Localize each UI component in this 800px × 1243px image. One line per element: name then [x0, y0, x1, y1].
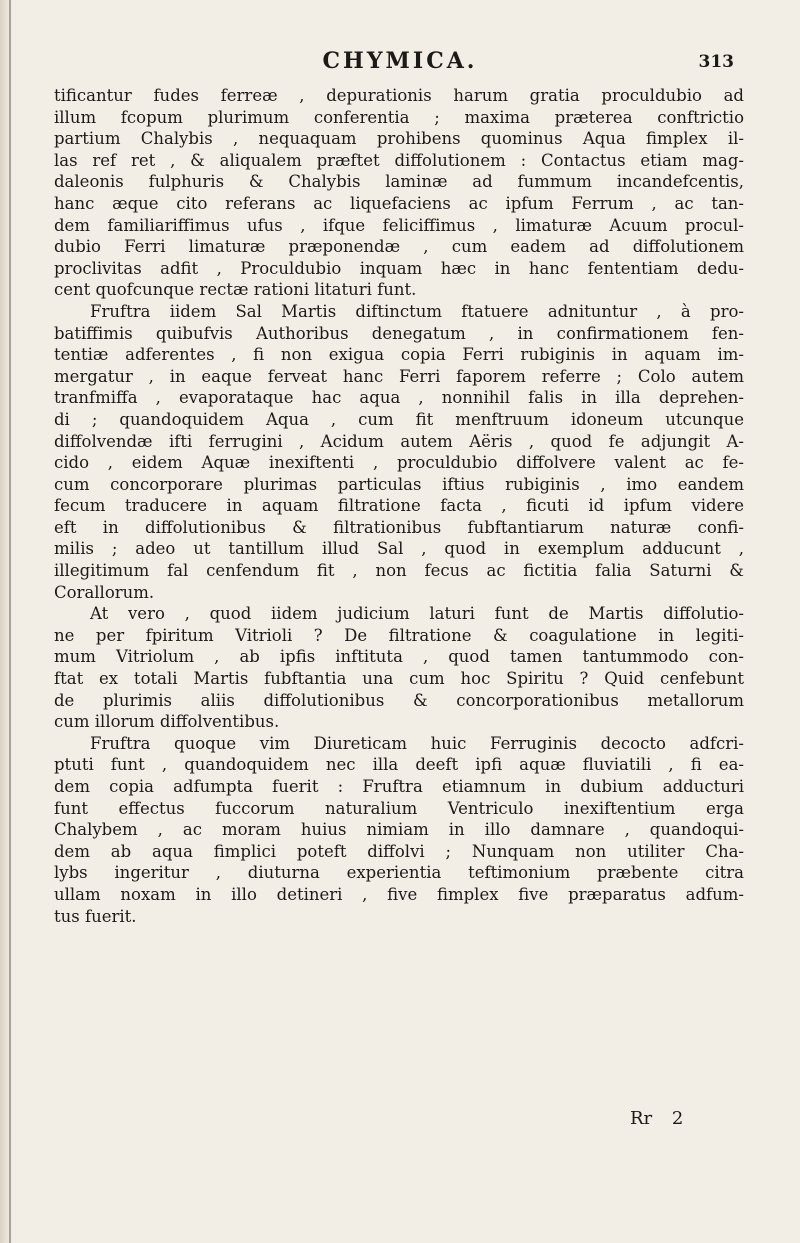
- text-line: de plurimis aliis diffolutionibus & concorporationibus metallorum: [54, 690, 744, 710]
- text-line: dem ab aqua fimplici poteft diffolvi ; Nunquam non utiliter Cha-: [54, 841, 744, 861]
- text-line: ne per fpiritum Vitrioli ? De filtratione & coagulatione in legiti-: [54, 625, 744, 645]
- text-line: daleonis fulphuris & Chalybis laminæ ad fummum incandefcentis,: [54, 172, 744, 192]
- text-line: diffolvendæ ifti ferrugini , Acidum autem Aëris , quod fe adjungit A-: [54, 431, 744, 451]
- text-line: illegitimum fal cenfendum fit , non fecus ac fictitia falia Saturni &: [54, 561, 744, 581]
- paragraph-end-line: Corallorum.: [54, 582, 155, 602]
- text-line: fecum traducere in aquam filtratione facta , ficuti id ipfum videre: [54, 496, 744, 516]
- text-line: mum Vitriolum , ab ipfis inftituta , quod tamen tantummodo con-: [54, 647, 744, 667]
- text-line: mergatur , in eaque ferveat hanc Ferri faporem referre ; Colo autem: [54, 366, 744, 386]
- text-line: tranfmiffa , evaporataque hac aqua , nonnihil falis in illa deprehen-: [54, 388, 744, 408]
- text-line: ftat ex totali Martis fubftantia una cum hoc Spiritu ? Quid cenfebunt: [54, 669, 744, 689]
- text-line: Fruftra iidem Sal Martis diftinctum ftatuere adnituntur , à pro-: [90, 301, 744, 321]
- text-line: batiffimis quibufvis Authoribus denegatum , in confirmationem fen-: [54, 323, 744, 343]
- paragraph-end-line: cum illorum diffolventibus.: [54, 712, 280, 732]
- running-head: CHYMICA.: [322, 48, 478, 74]
- page-number: 313: [698, 52, 734, 72]
- catchword-text: 2: [671, 1108, 684, 1129]
- paragraph-end-line: cent quofcunque rectæ rationi litaturi funt.: [54, 280, 417, 300]
- text-line: las ref ret , & aliqualem præftet diffolutionem : Contactus etiam mag-: [54, 150, 744, 170]
- binding-line: [9, 0, 11, 1243]
- text-line: illum fcopum plurimum conferentia ; maxima præterea conftrictio: [54, 107, 744, 127]
- catchword: [630, 1108, 683, 1129]
- text-line: tificantur fudes ferreæ , depurationis harum gratia proculdubio ad: [54, 86, 744, 105]
- text-line: dubio Ferri limaturæ præponendæ , cum eadem ad diffolutionem: [54, 237, 744, 257]
- text-line: Chalybem , ac moram huius nimiam in illo damnare , quandoqui-: [54, 820, 744, 840]
- text-line: tentiæ adferentes , fi non exigua copia Ferri rubiginis in aquam im-: [54, 345, 744, 365]
- text-line: ullam noxam in illo detineri , five fimplex five præparatus adfum-: [54, 884, 744, 904]
- page-header: [0, 48, 800, 82]
- text-line: hanc æque cito referans ac liquefaciens ac ipfum Ferrum , ac tan-: [54, 193, 744, 213]
- text-line: funt effectus fuccorum naturalium Ventriculo inexiftentium erga: [54, 798, 744, 818]
- text-line: At vero , quod iidem judicium laturi funt de Martis diffolutio-: [90, 604, 744, 624]
- page-binding-edge: [0, 0, 14, 1243]
- text-line: dem copia adfumpta fuerit : Fruftra etiamnum in dubium adducturi: [54, 777, 744, 796]
- text-line: di ; quandoquidem Aqua , cum fit menftruum idoneum utcunque: [54, 409, 744, 429]
- text-line: ptuti funt , quandoquidem nec illa deeft ipfi aquæ fluviatili , fi ea-: [54, 755, 744, 775]
- text-line: partium Chalybis , nequaquam prohibens quominus Aqua fimplex il-: [54, 129, 744, 149]
- text-line: eft in diffolutionibus & filtrationibus fubftantiarum naturæ confi-: [54, 517, 744, 537]
- body-text: [54, 85, 744, 927]
- text-line: proclivitas adfit , Proculdubio inquam hæc in hanc fententiam dedu-: [54, 258, 744, 278]
- text-line: lybs ingeritur , diuturna experientia teftimonium præbente citra: [54, 863, 744, 883]
- text-line: Fruftra quoque vim Diureticam huic Ferruginis decocto adfcri-: [90, 733, 744, 753]
- text-line: cum concorporare plurimas particulas iftius rubiginis , imo eandem: [54, 474, 744, 494]
- text-line: dem familiariffimus ufus , ifque feliciffimus , limaturæ Acuum procul-: [54, 215, 744, 235]
- paragraph-end-line: tus fuerit.: [54, 906, 137, 926]
- text-line: cido , eidem Aquæ inexiftenti , proculdubio diffolvere valent ac fe-: [54, 453, 744, 473]
- text-line: milis ; adeo ut tantillum illud Sal , quod in exemplum adducunt ,: [54, 539, 744, 559]
- signature-mark: Rr: [630, 1108, 653, 1129]
